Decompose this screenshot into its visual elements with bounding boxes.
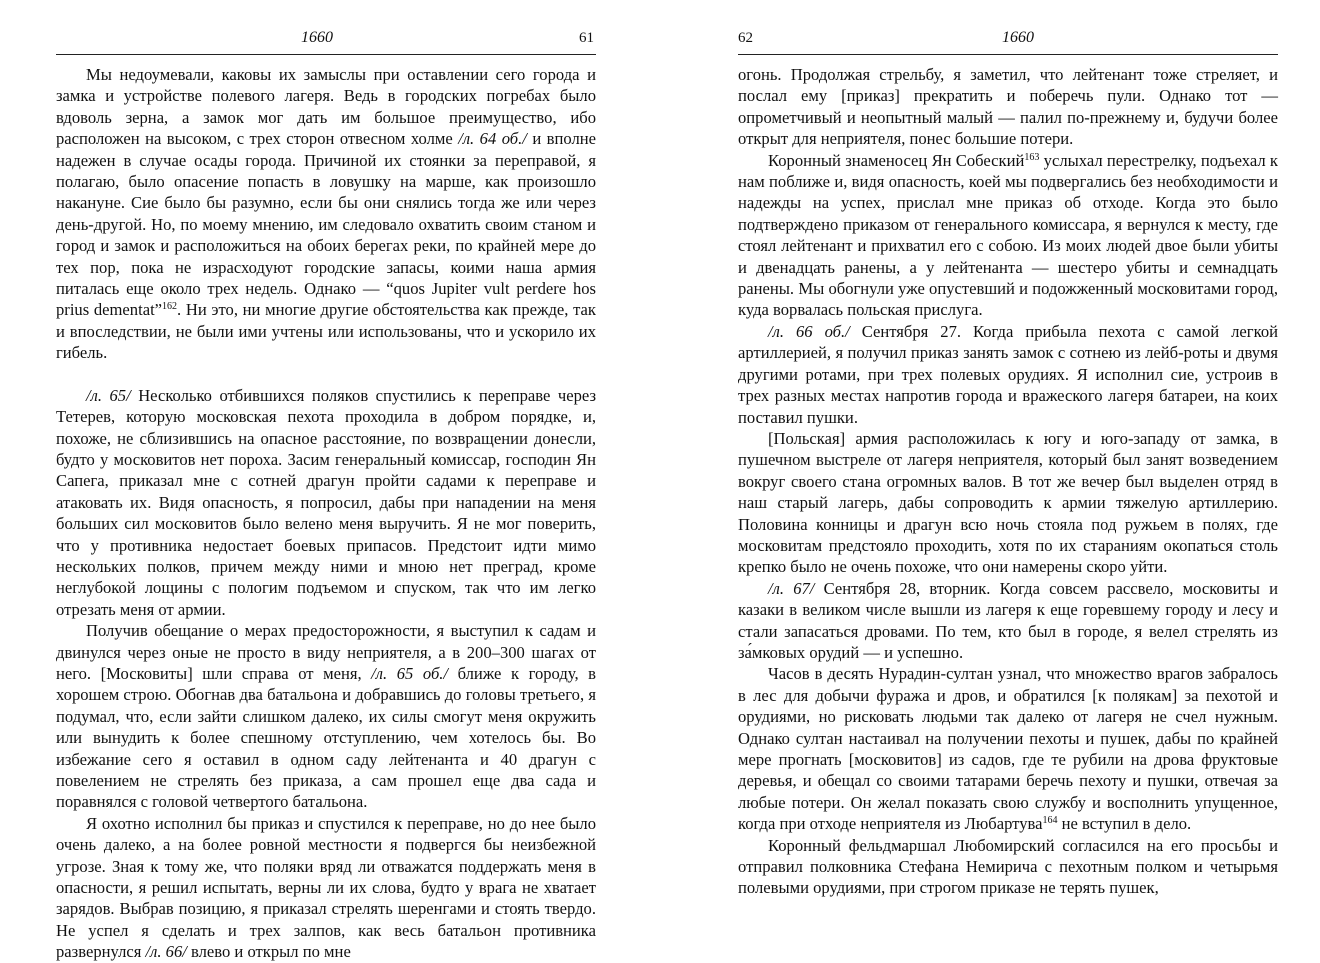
right-page bbox=[738, 0, 1278, 937]
paragraph-text: Часов в десять Нурадин-султан узнал, что множество врагов забралось в лес для добычи фуража и дров, и обратился [к полякам] за пехотой и орудиями, но рисковать людьми так далеко от лагеря не счел нужным. Однако султан настаивал на получении пехоты и пушек, дабы по крайней мере прогнать [московитов] из садов, где те рубили на дрова фруктовые деревья, и обещал со своими татарами беречь пехоту и пушки, отвечая за любые потери. Он желал показать свою службу и восполнить упущенное, когда при отходе неприятеля из Любартува bbox=[738, 664, 1278, 834]
paragraph bbox=[738, 321, 1278, 428]
right-header-year: 1660 bbox=[1002, 29, 1034, 46]
right-page-number: 62 bbox=[738, 30, 753, 46]
paragraph-text: Я охотно исполнил бы приказ и спустился к переправе, но до нее было очень далеко, а на более ровной местности я подвергся бы неизбежной угрозе. Зная к тому же, что поляки вряд ли отважатся поддержать меня в опасности, я решил испытать, верны ли их слова, будто у врага не хватает зарядов. Выбрав позицию, я приказал стрелять шеренгами и стоять твердо. Не успел я сделать и трех залпов, как весь батальон противника развернулся bbox=[56, 813, 596, 962]
footnote-marker: 162 bbox=[162, 301, 178, 313]
paragraph bbox=[56, 385, 596, 620]
left-header-year: 1660 bbox=[301, 29, 333, 46]
paragraph-text: не вступил в дело. bbox=[1057, 814, 1192, 834]
folio-reference: /л. 65 об./ bbox=[371, 663, 449, 683]
left-page-body bbox=[56, 64, 596, 963]
left-page bbox=[56, 0, 596, 962]
paragraph bbox=[56, 813, 596, 963]
left-running-header bbox=[56, 26, 596, 55]
paragraph bbox=[738, 64, 1278, 150]
paragraph-text: услыхал перестрелку, подъехал к нам поближе и, видя опасность, коей мы подвергались без необходимости и надежды на успех, прислал мне приказ об отходе. Когда это было подтверждено приказом от генерального комиссара, я вернулся к месту, где стоял лейтенант и прихватил его с собою. Из моих людей двое были убиты и двенадцать ранены, а у лейтенанта — шестеро убиты и семнадцать ранены. Мы обогнули уже опустевший и подожженный московитами город, куда ворвалась польская прислуга. bbox=[738, 150, 1278, 320]
paragraph-text: Коронный знаменосец Ян Собеский bbox=[768, 150, 1025, 170]
paragraph-text: Получив обещание о мерах предосторожности, я выступил к садам и двинулся через оные не просто в виду неприятеля, а в 200–300 шагах от него. [Московиты] шли справа от меня, bbox=[56, 621, 596, 683]
paragraph-text: [Польская] армия расположилась к югу и юго-западу от замка, в пушечном выстреле от лагеря неприятеля, который был занят возведением вокруг своего стана огромных валов. В тот же вечер был выделен отряд в наш старый лагерь, дабы сопроводить к армии тяжелую артиллерию. Половина конницы и драгун всю ночь стояла под ружьем в полях, где московитам предстояло проходить, хотя по их стараниям окопаться столь крепко было не очень похоже, что они намерены скоро уйти. bbox=[738, 428, 1278, 577]
paragraph bbox=[738, 150, 1278, 321]
right-page-body bbox=[738, 64, 1278, 899]
folio-reference: /л. 66 об./ bbox=[768, 321, 850, 341]
left-page-number: 61 bbox=[579, 30, 594, 46]
paragraph-text: . Ни это, ни многие другие обстоятельства как прежде, так и впоследствии, не были ими учтены или использованы, что и ускорило их гибель. bbox=[56, 300, 596, 363]
folio-reference: /л. 64 об./ bbox=[458, 129, 527, 149]
paragraph bbox=[738, 663, 1278, 834]
paragraph-text: Сентября 27. Когда прибыла пехота с самой легкой артиллерией, я получил приказ занять замок с сотнею из лейб-роты и двумя другими ротами, при трех полевых орудиях. Я исполнил сие, устроив в трех разных местах напротив города и вражеского лагеря батареи, на коих поставил пушки. bbox=[738, 321, 1278, 427]
paragraph-text: Несколько отбившихся поляков спустились к переправе через Тетерев, которую московская пехота проходила в добром порядке, и, похоже, не сблизившись на опасное расстояние, по возвращении донесли, будто у московитов нет пороха. Засим генеральный комиссар, господин Ян Сапега, приказал мне с сотней драгун пройти садами к переправе и атаковать их. Видя опасность, я попросил, дабы при нападении на меня больших сил московитов было велено меня выручить. Я не мог поверить, что у противника недостает боевых припасов. Предстоит идти мимо нескольких полков, причем между ними и мною нет преград, кроме неглубокой лощины с пологим подъемом и спуском, так что им легко отрезать меня от армии. bbox=[56, 385, 596, 619]
paragraph-text: Коронный фельдмаршал Любомирский согласился на его просьбы и отправил полковника Стефана Немирича с пехотным полком и четырьмя полевыми орудиями, при строгом приказе не терять пушек, bbox=[738, 835, 1278, 898]
paragraph bbox=[738, 835, 1278, 899]
paragraph-text: Мы недоумевали, каковы их замыслы при оставлении сего города и замка и устройстве полевого лагеря. Ведь в городских погребах было вдоволь зерна, а замок мог дать им большое преимущество, ибо расположен на высоком, с трех сторон отвесном холме bbox=[56, 65, 596, 149]
paragraph bbox=[738, 578, 1278, 664]
paragraph bbox=[56, 64, 596, 364]
paragraph-text: влево и открыл по мне bbox=[186, 942, 351, 962]
paragraph bbox=[56, 620, 596, 813]
paragraph-text: и вполне надежен в случае осады города. Причиной их стоянки за переправой, я полагаю, было опасение попасть в ловушку на марше, как произошло накануне. Сие было бы разумно, если бы они снялись тогда же или через день-другой. Но, по моему мнению, им следовало охватить своим станом и город и замок и расположиться на обоих берегах реки, по крайней мере до тех пор, пока не израсходуют городские запасы, коими наша армия питалась еще около трех недель. Однако — “quos Jupiter vult perdere hos prius dementat” bbox=[56, 129, 596, 320]
folio-reference: /л. 65/ bbox=[86, 385, 131, 405]
right-running-header bbox=[738, 26, 1278, 55]
paragraph-text: Сентября 28, вторник. Когда совсем рассвело, московиты и казаки в великом числе вышли из лагеря к еще горевшему городу и лесу и стали запасаться дровами. По тем, кто был в городе, я велел стрелять из за́мковых орудий — и успешно. bbox=[738, 578, 1278, 662]
footnote-marker: 163 bbox=[1024, 151, 1040, 163]
paragraph bbox=[738, 428, 1278, 578]
footnote-marker: 164 bbox=[1042, 815, 1058, 827]
paragraph-text: ближе к городу, в хорошем строю. Обогнав два батальона и добравшись до головы третьего, я подумал, что, если зайти слишком далеко, их силы смогут меня окружить или вынудить к более спешному отступлению, чем хотелось бы. Во избежание сего я оставил в одном саду лейтенанта и 40 драгун с повелением не стрелять без приказа, а сам прошел еще два сада и поравнялся с головой четвертого батальона. bbox=[56, 663, 596, 812]
paragraph-text: огонь. Продолжая стрельбу, я заметил, что лейтенант тоже стреляет, и послал ему [приказ] прекратить и поберечь пули. Однако тот — опрометчивый и неопытный малый — палил по-прежнему и, будучи более открыт для неприятеля, понес большие потери. bbox=[738, 65, 1278, 149]
folio-reference: /л. 66/ bbox=[145, 942, 187, 962]
folio-reference: /л. 67/ bbox=[768, 578, 815, 598]
